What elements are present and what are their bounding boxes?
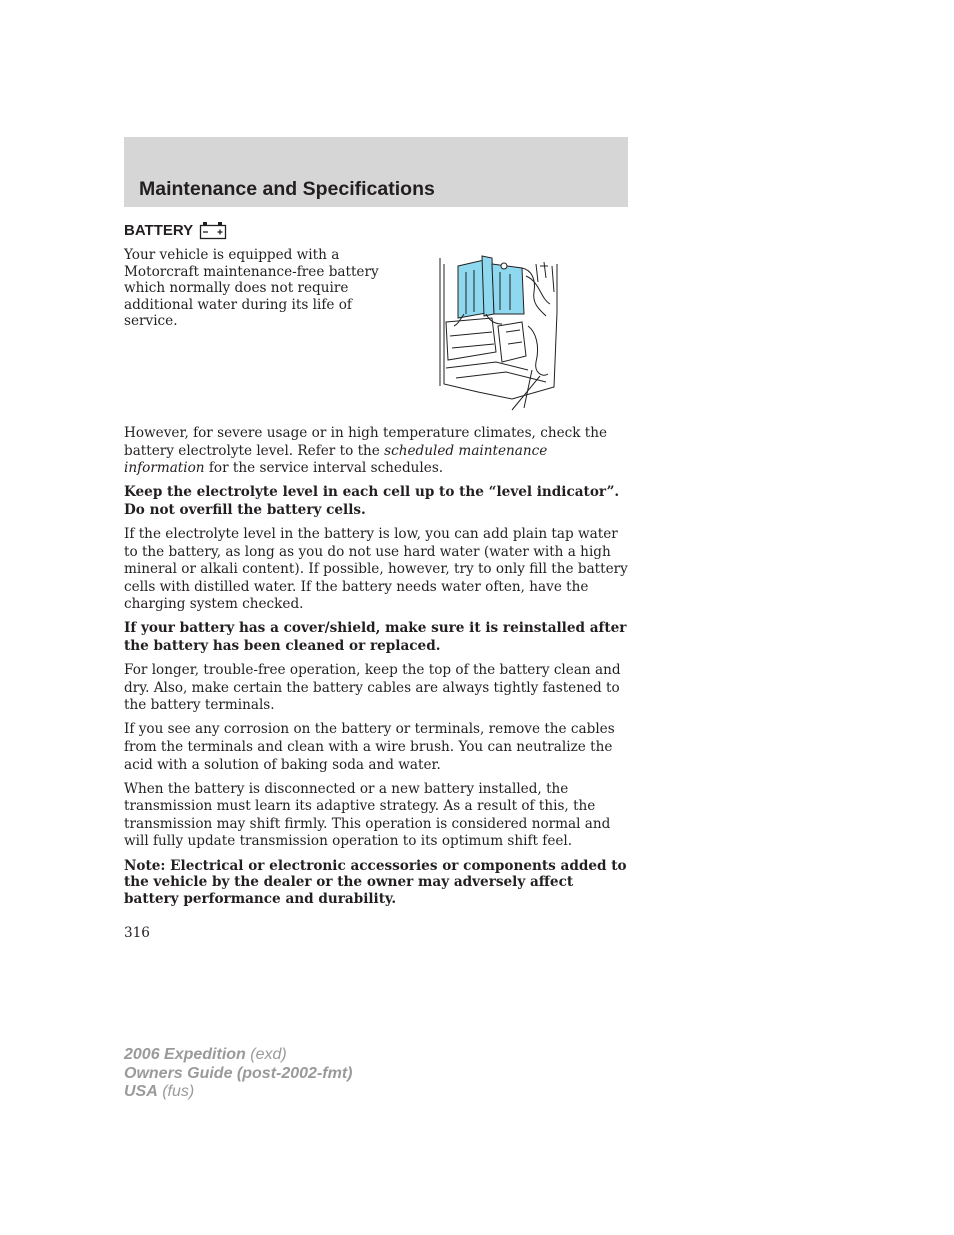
paragraph-keep-clean: For longer, trouble-free operation, keep the top of the battery clean and dry. Also, make certain the battery cables are always tightly fastened to the battery terminals. <box>124 662 621 714</box>
battery-heading-text: BATTERY <box>124 222 194 239</box>
scheduled-maintenance-reference: scheduled maintenance information <box>124 442 548 477</box>
page-number: 316 <box>124 925 150 941</box>
paragraph-corrosion: If you see any corrosion on the battery or terminals, remove the cables from the terminals and clean with a wire brush. You can neutralize the acid with a solution of baking soda and water. <box>124 721 615 773</box>
paragraph-level-warning: Keep the electrolyte level in each cell up to the “level indicator”. Do not overfill the battery cells. <box>124 484 620 518</box>
battery-intro: Your vehicle is equipped with a Motorcraft maintenance-free battery which normally does not require additional water during its life of service. <box>124 247 379 329</box>
paragraph-cover-shield: If your battery has a cover/shield, make sure it is reinstalled after the battery has been cleaned or replaced. <box>124 620 627 655</box>
paragraph-electrolyte-check: However, for severe usage or in high temperature climates, check the battery electrolyte level. Refer to the scheduled maintenance information for the service interval schedules. <box>124 425 608 477</box>
footer-line-guide: Owners Guide (post-2002-fmt) <box>124 1064 353 1082</box>
battery-illustration <box>436 252 560 412</box>
body-text <box>124 425 630 914</box>
paragraph-transmission: When the battery is disconnected or a new battery installed, the transmission must learn its adaptive strategy. As a result of this, the transmission may shift firmly. This operation is considered normal and will fully update transmission operation to its optimum shift feel. <box>124 780 611 850</box>
footer-line-market: USA (fus) <box>124 1083 195 1100</box>
document-footer <box>124 1046 352 1102</box>
paragraph-adding-water: If the electrolyte level in the battery is low, you can add plain tap water to the battery, as long as you do not use hard water (water with a high mineral or alkali content). If possible, however, try to only fill the battery cells with distilled water. If the battery needs water often, have the charging system checked. <box>124 525 628 613</box>
battery-heading <box>124 221 227 240</box>
footer-line-model: 2006 Expedition (exd) <box>124 1046 287 1063</box>
battery-icon <box>199 221 227 240</box>
paragraph-note-accessories: Note: Electrical or electronic accessories or components added to the vehicle by the dealer or the owner may adversely affect battery performance and durability. <box>124 857 627 908</box>
section-title: Maintenance and Specifications <box>139 178 435 200</box>
